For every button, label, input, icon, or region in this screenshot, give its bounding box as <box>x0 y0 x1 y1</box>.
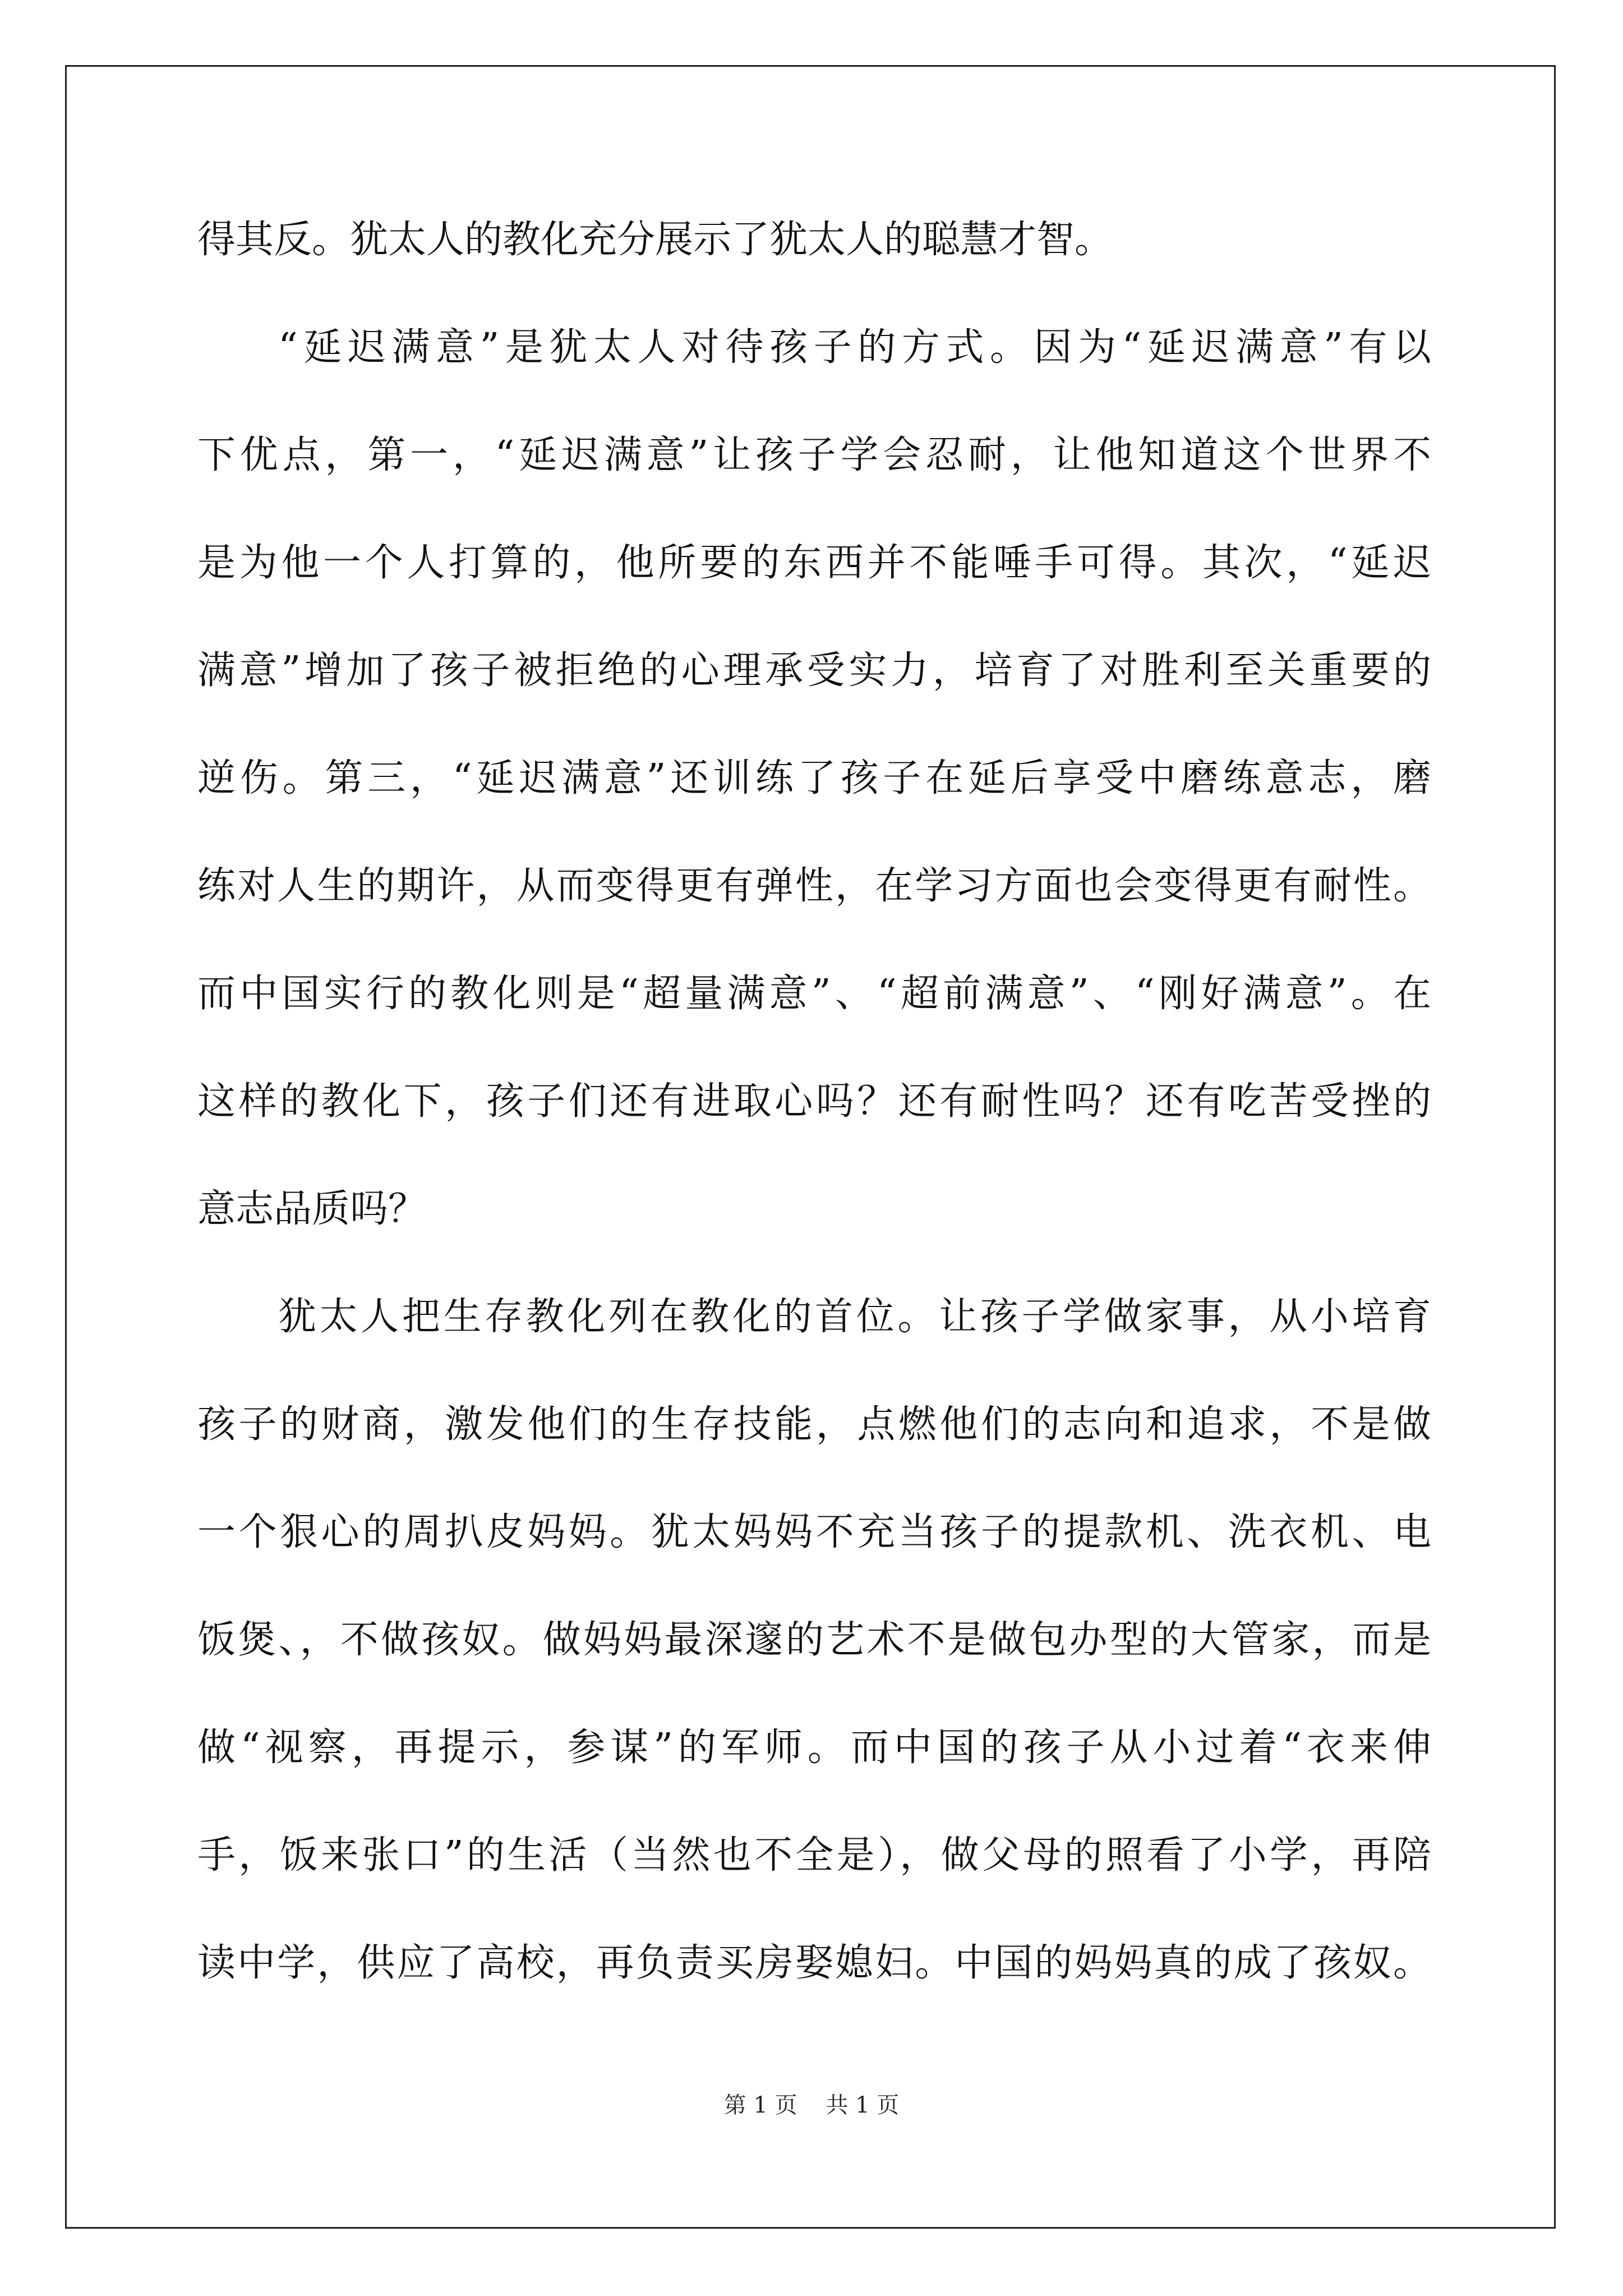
text-line-12: 孩子的财商，激发他们的生存技能，点燃他们的志向和追求，不是做 <box>197 1402 1431 1447</box>
page-border <box>65 65 1556 2229</box>
text-line-14: 饭煲、，不做孩奴。做妈妈最深邃的艺术不是做包办型的大管家，而是 <box>197 1618 1431 1662</box>
page-number-footer: 第 1 页 共 1 页 <box>723 2092 900 2118</box>
text-line-10: 意志品质吗？ <box>197 1187 427 1231</box>
text-line-5: 满意”增加了孩子被拒绝的心理承受实力，培育了对胜利至关重要的 <box>197 648 1431 693</box>
text-line-17: 读中学，供应了高校，再负责买房娶媳妇。中国的妈妈真的成了孩奴。 <box>197 1941 1431 1985</box>
text-line-8: 而中国实行的教化则是“超量满意”、“超前满意”、“刚好满意”。在 <box>197 972 1431 1016</box>
text-line-7: 练对人生的期许，从而变得更有弹性，在学习方面也会变得更有耐性。 <box>197 864 1431 908</box>
text-line-4: 是为他一个人打算的，他所要的东西并不能唾手可得。其次，“延迟 <box>197 541 1431 585</box>
text-line-1: 得其反。犹太人的教化充分展示了犹太人的聪慧才智。 <box>197 218 1113 262</box>
text-line-15: 做“视察，再提示，参谋”的军师。而中国的孩子从小过着“衣来伸 <box>197 1726 1431 1770</box>
text-line-9: 这样的教化下，孩子们还有进取心吗？还有耐性吗？还有吃苦受挫的 <box>197 1079 1431 1124</box>
text-line-16: 手，饭来张口”的生活（当然也不全是），做父母的照看了小学，再陪 <box>197 1833 1431 1878</box>
text-line-6: 逆伤。第三，“延迟满意”还训练了孩子在延后享受中磨练意志，磨 <box>197 756 1431 800</box>
text-line-13: 一个狠心的周扒皮妈妈。犹太妈妈不充当孩子的提款机、洗衣机、电 <box>197 1510 1431 1554</box>
text-line-3: 下优点，第一，“延迟满意”让孩子学会忍耐，让他知道这个世界不 <box>197 433 1431 477</box>
text-line-11: 犹太人把生存教化列在教化的首位。让孩子学做家事，从小培育 <box>278 1295 1431 1339</box>
text-line-2: “延迟满意”是犹太人对待孩子的方式。因为“延迟满意”有以 <box>278 325 1431 370</box>
